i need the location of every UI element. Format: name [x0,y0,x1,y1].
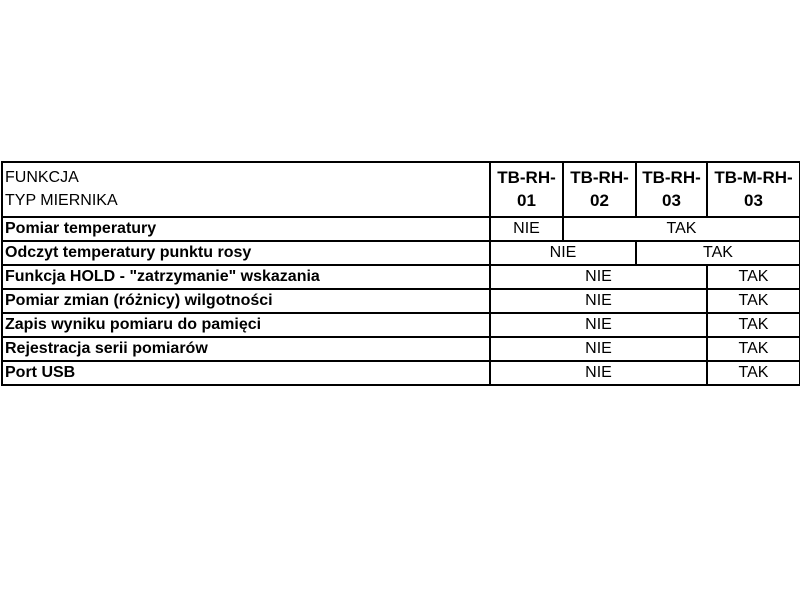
model-header-2 [563,162,636,217]
value-no: NIE [490,241,636,265]
function-comparison-table [1,161,800,386]
value-no: NIE [490,265,707,289]
model-4-name-bottom: 03 [744,191,763,210]
value-yes: TAK [563,217,800,241]
function-name: Rejestracja serii pomiarów [2,337,490,361]
table-row [2,313,800,337]
function-name: Odczyt temperatury punktu rosy [2,241,490,265]
value-no: NIE [490,337,707,361]
model-1-name-bottom: 01 [517,191,536,210]
table-row [2,361,800,385]
value-yes: TAK [707,289,800,313]
model-1-name-top: TB-RH- [497,168,556,187]
function-name: Pomiar temperatury [2,217,490,241]
table-row [2,337,800,361]
function-name: Pomiar zmian (różnicy) wilgotności [2,289,490,313]
table-row [2,241,800,265]
header-meter-type-label: TYP MIERNIKA [5,192,118,209]
header-function-label: FUNKCJA [5,169,79,186]
function-name: Funkcja HOLD - "zatrzymanie" wskazania [2,265,490,289]
value-no: NIE [490,217,563,241]
table-row [2,217,800,241]
function-name: Port USB [2,361,490,385]
value-no: NIE [490,289,707,313]
function-name: Zapis wyniku pomiaru do pamięci [2,313,490,337]
header-function-cell [2,162,490,217]
model-2-name-bottom: 02 [590,191,609,210]
model-2-name-top: TB-RH- [570,168,629,187]
value-yes: TAK [707,265,800,289]
value-yes: TAK [707,313,800,337]
model-3-name-bottom: 03 [662,191,681,210]
value-yes: TAK [707,337,800,361]
model-header-1 [490,162,563,217]
model-4-name-top: TB-M-RH- [714,168,793,187]
value-yes: TAK [636,241,800,265]
model-3-name-top: TB-RH- [642,168,701,187]
table-row [2,289,800,313]
model-header-4 [707,162,800,217]
value-yes: TAK [707,361,800,385]
model-header-3 [636,162,707,217]
value-no: NIE [490,313,707,337]
header-row [2,162,800,217]
value-no: NIE [490,361,707,385]
table-row [2,265,800,289]
